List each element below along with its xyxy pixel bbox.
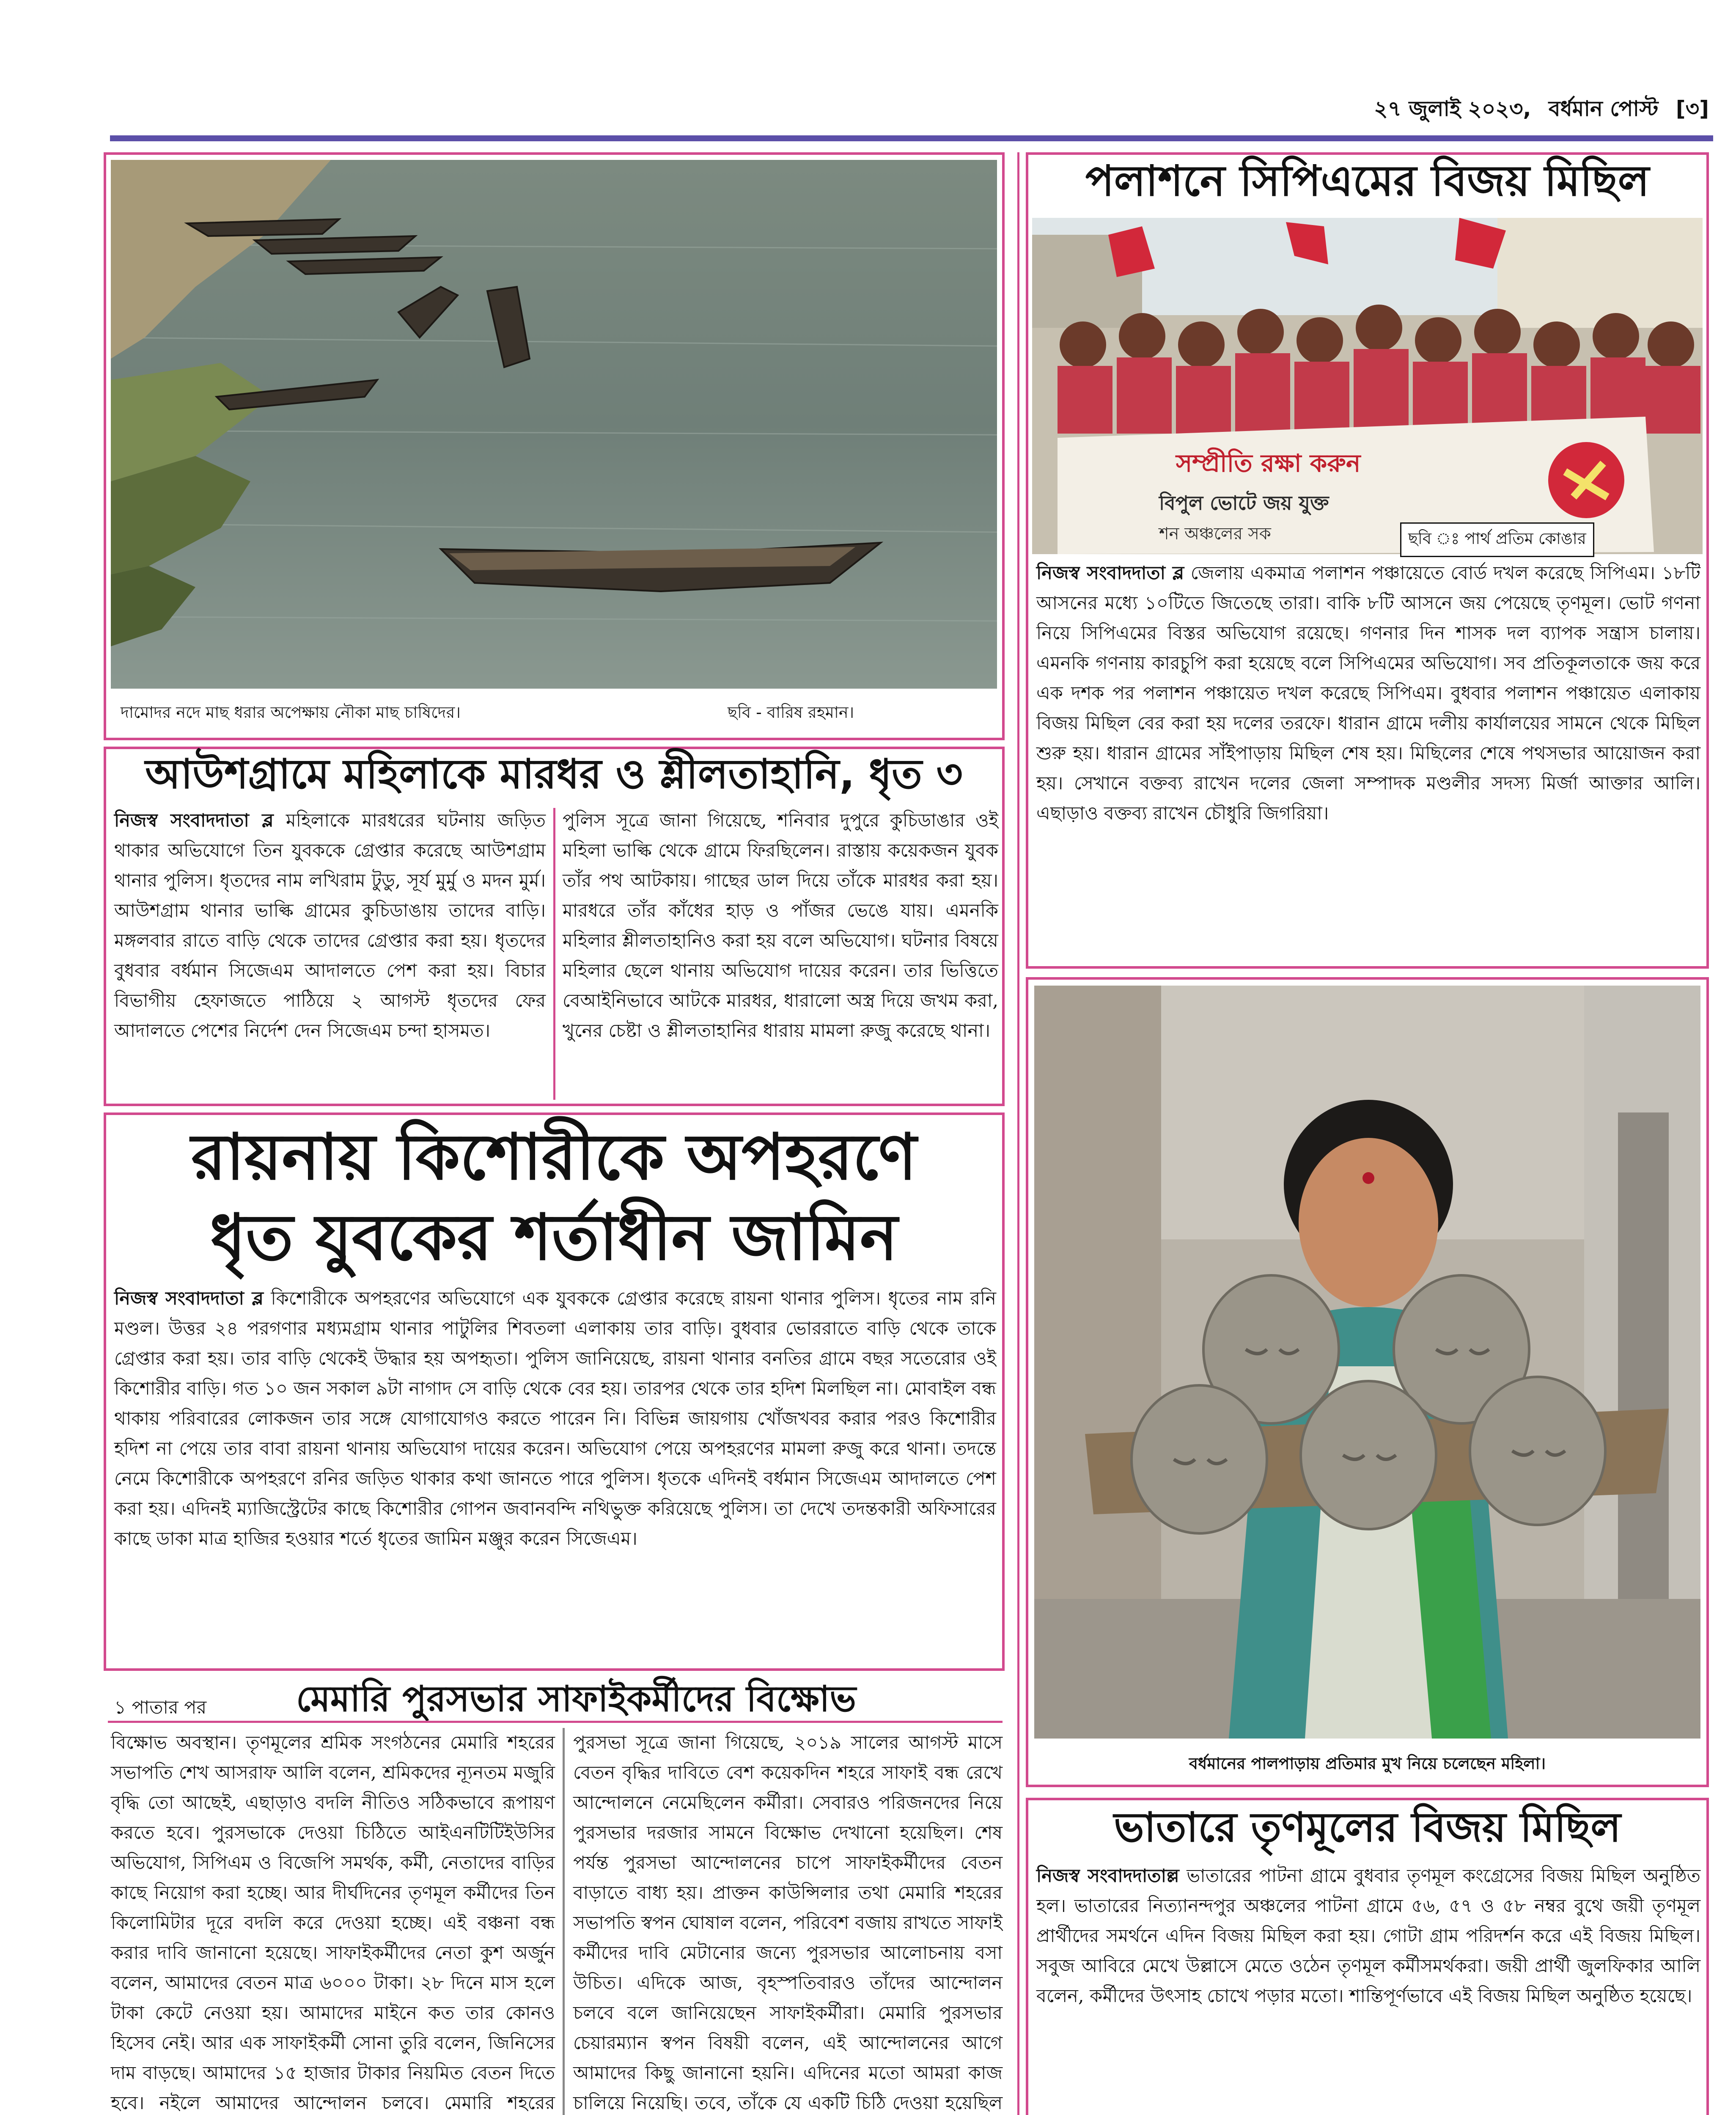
masthead	[1193, 93, 1709, 131]
story3-col1: বিক্ষোভ অবস্থান। তৃণমূলের শ্রমিক সংগঠনের মেমারি শহরের সভাপতি শেখ আসরাফ আলি বলেন, শ্রমিকদের ন্যূনতম মজুরি বৃদ্ধি তো আছেই, এছাড়াও বদলি নীতিও সঠিকভাবে রূপায়ণ করতে হবে। পুরসভাকে দেওয়া চিঠিতে আইএনটিটিইউসির অভিযোগ, সিপিএম ও বিজেপি সমর্থক, কর্মী, নেতাদের বাড়ির কাছে নিয়োগ করা হচ্ছে। আর দীর্ঘদিনের তৃণমূল কর্মীদের তিন কিলোমিটার দূরে বদলি করে দেওয়া হচ্ছে। এই বঞ্চনা বন্ধ করার দাবি জানানো হয়েছে। সাফাইকর্মীদের নেতা কুশ অর্জুন বলেন, আমাদের বেতন মাত্র ৬০০০ টাকা। ২৮ দিনে মাস হলে টাকা কেটে নেওয়া হয়। আমাদের মাইনে কত তার কোনও হিসেব নেই। আর এক সাফাইকর্মী সোনা তুরি বলেন, জিনিসের দাম বাড়ছে। আমাদের ১৫ হাজার টাকার নিয়মিত বেতন দিতে হবে। নইলে আমাদের আন্দোলন চলবে। মেমারি শহরের	[111, 1732, 555, 2114]
rally-photo-credit: ছবি ঃ পার্থ প্রতিম কোঙার	[1400, 522, 1594, 557]
story5-body: ভাতারের পাটনা গ্রামে বুধবার তৃণমূল কংগ্রেসের বিজয় মিছিল অনুষ্ঠিত হল। ভাতারের নিত্যানন্দপুর অঞ্চলের পাটনা গ্রামে ৫৬, ৫৭ ও ৫৮ নম্বর বুথে জয়ী তৃণমূল প্রার্থীদের সমর্থনে এদিন বিজয় মিছিল করা হয়। গোটা গ্রাম পরিদর্শন করে এই বিজয় মিছিল। সবুজ আবিরে মেখে উল্লাসে মেতে ওঠেন তৃণমূল কর্মীসমর্থকরা। জয়ী প্রার্থী জুলফিকার আলি বলেন, কর্মীদের উৎসাহ চোখে পড়ার মতো। শান্তিপূর্ণভাবে এই বিজয় মিছিল অনুষ্ঠিত হয়েছে।	[1036, 1865, 1700, 2007]
rally-banner-text-3: শন অঞ্চলের সক	[1159, 524, 1271, 544]
story2-headline-2: ধৃত যুবকের শর্তাধীন জামিন	[210, 1201, 898, 1274]
right-column-divider	[1017, 152, 1019, 2115]
story3-col2: পুরসভা সূত্রে জানা গিয়েছে, ২০১৯ সালের আগস্ট মাসে বেতন বৃদ্ধির দাবিতে বেশ কয়েকদিন শহরে সাফাই বন্ধ রেখে আন্দোলনে নেমেছিলেন কর্মীরা। সেবারও পরিজনদের নিয়ে পুরসভার দরজার সামনে বিক্ষোভ দেখানো হয়েছিল। শেষ পর্যন্ত পুরসভা আন্দোলনের চাপে সাফাইকর্মীদের বেতন বাড়াতে বাধ্য হয়। প্রাক্তন কাউন্সিলার তথা মেমারি শহরের সভাপতি স্বপন ঘোষাল বলেন, পরিবেশ বজায় রাখতে সাফাই কর্মীদের দাবি মেটানোর জন্যে পুরসভার আলোচনায় বসা উচিত। এদিকে আজ, বৃহস্পতিবারও তাঁদের আন্দোলন চলবে বলে জানিয়েছেন সাফাইকর্মীরা। মেমারি পুরসভার চেয়ারম্যান স্বপন বিষয়ী বলেন, এই আন্দোলনের আগে আমাদের কিছু জানানো হয়নি। এদিনের মতো আমরা কাজ চালিয়ে নিয়েছি। তবে, তাঁকে যে একটি চিঠি দেওয়া হয়েছিল	[573, 1732, 1003, 2114]
idol-photo-image	[1034, 986, 1700, 1739]
issue-date: ২৭ জুলাই ২০২৩,	[1374, 96, 1531, 121]
river-photo-caption: দামোদর নদে মাছ ধরার অপেক্ষায় নৌকা মাছ চাষিদের।	[121, 703, 461, 722]
story2-body: কিশোরীকে অপহরণের অভিযোগে এক যুবককে গ্রেপ্তার করেছে রায়না থানার পুলিস। ধৃতের নাম রনি মণ্ডল। উত্তর ২৪ পরগণার মধ্যমগ্রাম থানার পাটুলির শিবতলা এলাকায় তার বাড়ি। বুধবার ভোররাতে বাড়ি থেকে তাকে গ্রেপ্তার করা হয়। তার বাড়ি থেকেই উদ্ধার হয় অপহৃতা। পুলিস জানিয়েছে, রায়না থানার বনতির গ্রামে বছর সতেরোর ওই কিশোরীর বাড়ি। গত ১০ জন সকাল ৯টা নাগাদ সে বাড়ি থেকে বের হয়। তারপর থেকে তার হদিশ মিলছিল না। মোবাইল বন্ধ থাকায় পরিবারের লোকজন তার সঙ্গে যোগাযোগও করতে পারেন নি। বিভিন্ন জায়গায় খোঁজখবর করার পরও কিশোরীর হদিশ না পেয়ে তার বাবা রায়না থানায় অভিযোগ দায়ের করেন। অভিযোগ পেয়ে অপহরণের মামলা রুজু করে থানা। তদন্তে নেমে কিশোরীকে অপহরণে রনির জড়িত থাকার কথা জানতে পারে পুলিস। ধৃতকে এদিনই বর্ধমান সিজেএম আদালতে পেশ করা হয়। এদিনই ম্যাজিস্ট্রেটের কাছে কিশোরীর গোপন জবানবন্দি নথিভুক্ত করিয়েছে পুলিস। তা দেখে তদন্তকারী অফিসারের কাছে ডাকা মাত্র হাজির হওয়ার শর্তে ধৃতের জামিন মঞ্জুর করেন সিজেএম।	[114, 1288, 996, 1549]
page-number: [৩]	[1676, 96, 1709, 121]
idol-photo-caption: বর্ধমানের পালপাড়ায় প্রতিমার মুখ নিয়ে চলেছেন মহিলা।	[1189, 1754, 1546, 1773]
story2-text	[114, 1284, 996, 1554]
story4-text	[1036, 558, 1700, 829]
story1-column-divider	[553, 808, 555, 1100]
story4-body: জেলায় একমাত্র পলাশন পঞ্চায়েতে বোর্ড দখল করেছে সিপিএম। ১৮টি আসনের মধ্যে ১০টিতে জিতেছে তারা। বাকি ৮টি আসনে জয় পেয়েছে তৃণমূল। ভোট গণনা নিয়ে সিপিএমের বিস্তর অভিযোগ রয়েছে। গণনার দিন শাসক দল ব্যাপক সন্ত্রাস চালায়। এমনকি গণনায় কারচুপি করা হয়েছে বলে সিপিএমের অভিযোগ। সব প্রতিকূলতাকে জয় করে এক দশক পর পলাশন পঞ্চায়েত দখল করেছে সিপিএম। বুধবার পলাশন পঞ্চায়েত এলাকায় বিজয় মিছিল বের করা হয় দলের তরফে। ধারান গ্রামে দলীয় কার্যালয়ের সামনে থেকে মিছিল শুরু হয়। ধারান গ্রামের সাঁইপাড়ায় মিছিল শেষ হয়। মিছিলের শেষে পথসভার আয়োজন করা হয়। সেখানে বক্তব্য রাখেন দলের জেলা সম্পাদক মণ্ডলীর সদস্য মির্জা আক্তার আলি। এছাড়াও বক্তব্য রাখেন চৌধুরি জিগরিয়া।	[1036, 563, 1700, 824]
story3-headline: মেমারি পুরসভার সাফাইকর্মীদের বিক্ষোভ	[296, 1678, 856, 1719]
story3-rule	[108, 1721, 1003, 1723]
header-rule	[110, 135, 1713, 141]
story1-lead: নিজস্ব সংবাদদাতা ব্ল	[114, 810, 274, 831]
river-photo-image	[111, 160, 997, 689]
river-photo-credit: ছবি - বারিষ রহমান।	[728, 703, 854, 722]
rally-banner-text-1: সম্প্রীতি রক্ষা করুন	[1176, 449, 1361, 478]
idol-photo	[1034, 986, 1700, 1739]
story4-headline: পলাশনে সিপিএমের বিজয় মিছিল	[1085, 156, 1650, 206]
story1-col2: পুলিস সূত্রে জানা গিয়েছে, শনিবার দুপুরে কুচিডাঙার ওই মহিলা ভাল্কি থেকে গ্রামে ফিরছিলেন। রাস্তায় কয়েকজন যুবক তাঁর পথ আটকায়। গাছের ডাল দিয়ে তাঁকে মারধর করা হয়। মারধরে তাঁর কাঁধের হাড় ও পাঁজর ভেঙে যায়। এমনকি মহিলার শ্লীলতাহানিও করা হয় বলে অভিযোগ। ঘটনার বিষয়ে মহিলার ছেলে থানায় অভিযোগ দায়ের করেন। তার ভিত্তিতে বেআইনিভাবে আটকে মারধর, ধারালো অস্ত্র দিয়ে জখম করা, খুনের চেষ্টা ও শ্লীলতাহানির ধারায় মামলা রুজু করেছে থানা।	[563, 810, 998, 1041]
story1-col1-text: মহিলাকে মারধরের ঘটনায় জড়িত থাকার অভিযোগে তিন যুবককে গ্রেপ্তার করেছে আউশগ্রাম থানার পুলিস। ধৃতদের নাম লখিরাম টুডু, সূর্য মুর্মু ও মদন মুর্ম। আউশগ্রাম থানার ভাল্কি গ্রামের কুচিডাঙায় তাদের বাড়ি। মঙ্গলবার রাতে বাড়ি থেকে তাদের গ্রেপ্তার করা হয়। ধৃতদের বুধবার বর্ধমান সিজেএম আদালতে পেশ করা হয়। বিচার বিভাগীয় হেফাজতে পাঠিয়ে ২ আগস্ট ধৃতদের ফের আদালতে পেশের নির্দেশ দেন সিজেএম চন্দা হাসমত।	[114, 810, 546, 1041]
story3-jump: ১ পাতার পর	[114, 1697, 207, 1718]
story4-lead: নিজস্ব সংবাদদাতা ব্ল	[1036, 563, 1184, 584]
story1-col1	[114, 806, 546, 1046]
story1-headline: আউশগ্রামে মহিলাকে মারধর ও শ্লীলতাহানি, ধৃত ৩	[145, 750, 963, 798]
story5-lead: নিজস্ব সংবাদদাতাল্ল	[1036, 1865, 1179, 1887]
paper-name: বর্ধমান পোস্ট	[1548, 96, 1659, 121]
rally-photo-image	[1032, 218, 1703, 554]
river-photo	[111, 160, 997, 689]
story3-column-divider	[563, 1728, 565, 2115]
story2-headline-1: রায়নায় কিশোরীকে অপহরণে	[191, 1121, 917, 1194]
rally-banner-text-2: বিপুল ভোটে জয় যুক্ত	[1159, 492, 1329, 514]
rally-photo	[1032, 218, 1703, 554]
story5-headline: ভাতারে তৃণমূলের বিজয় মিছিল	[1114, 1804, 1621, 1851]
story5-text	[1036, 1861, 1700, 2011]
story2-lead: নিজস্ব সংবাদদাতা ব্ল	[114, 1288, 264, 1309]
